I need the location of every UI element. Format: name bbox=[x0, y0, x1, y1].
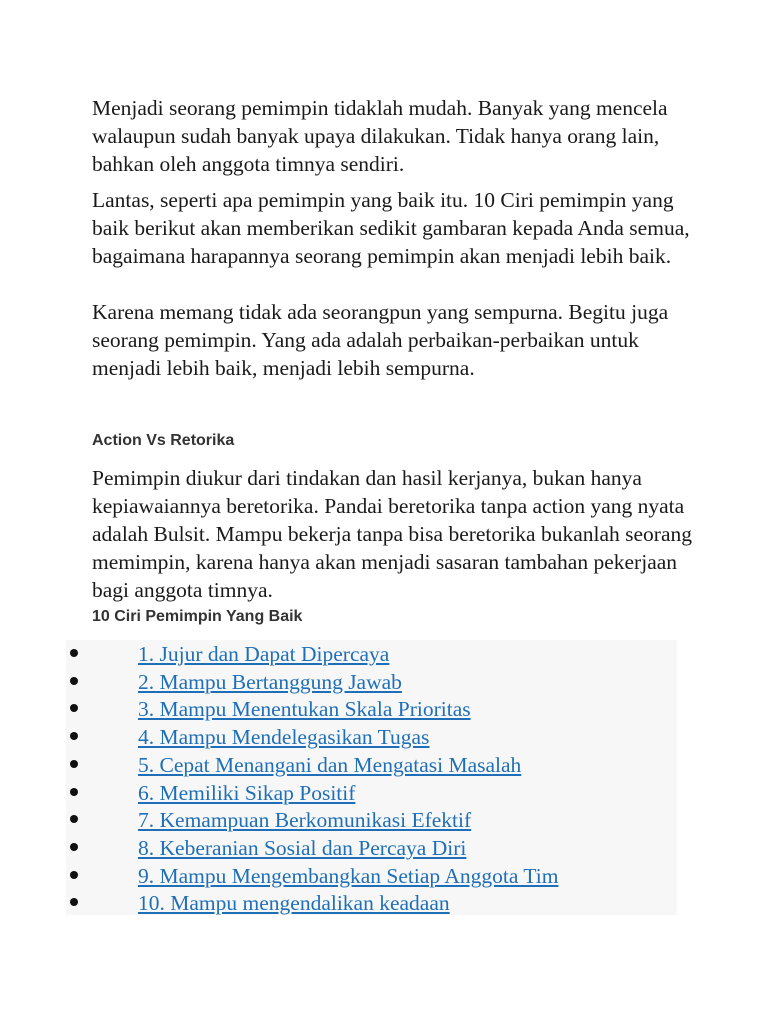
toc-link-5[interactable]: 5. Cepat Menangani dan Mengatasi Masalah bbox=[138, 752, 522, 777]
bullet-icon bbox=[70, 649, 78, 657]
toc-link-9[interactable]: 9. Mampu Mengembangkan Setiap Anggota Tim bbox=[138, 863, 559, 888]
third-paragraph: Karena memang tidak ada seorangpun yang sempurna. Begitu juga seorang pemimpin. Yang ada adalah perbaikan-perbaikan untuk menjadi lebih baik, menjadi lebih sempurna. bbox=[92, 300, 669, 380]
toc-item-6 bbox=[66, 779, 677, 807]
toc-link-1[interactable]: 1. Jujur dan Dapat Dipercaya bbox=[138, 642, 390, 666]
toc-item-10 bbox=[66, 889, 677, 917]
bullet-icon bbox=[70, 677, 78, 685]
toc-link-4[interactable]: 4. Mampu Mendelegasikan Tugas bbox=[138, 725, 430, 750]
toc-list bbox=[66, 640, 677, 915]
toc-item-2 bbox=[66, 668, 677, 696]
second-paragraph: Lantas, seperti apa pemimpin yang baik itu. 10 Ciri pemimpin yang baik berikut akan memberikan sedikit gambaran kepada Anda semua, bagaimana harapannya seorang pemimpin akan menjadi lebih baik. bbox=[92, 188, 690, 268]
toc-link-3[interactable]: 3. Mampu Menentukan Skala Prioritas bbox=[138, 697, 471, 722]
bullet-icon bbox=[70, 760, 78, 768]
section-heading-action: Action Vs Retorika bbox=[92, 432, 235, 449]
bullet-icon bbox=[70, 732, 78, 740]
toc-link-10[interactable]: 10. Mampu mengendalikan keadaan bbox=[138, 891, 450, 916]
bullet-icon bbox=[70, 815, 78, 823]
toc-item-3 bbox=[66, 695, 677, 723]
toc-link-6[interactable]: 6. Memiliki Sikap Positif bbox=[138, 780, 356, 805]
toc-item-9 bbox=[66, 862, 677, 890]
bullet-icon bbox=[70, 788, 78, 796]
toc-link-8[interactable]: 8. Keberanian Sosial dan Percaya Diri bbox=[138, 835, 467, 860]
toc-item-4 bbox=[66, 723, 677, 751]
toc-item-5 bbox=[66, 751, 677, 779]
toc-link-2[interactable]: 2. Mampu Bertanggung Jawab bbox=[138, 669, 402, 694]
toc-item-1 bbox=[66, 640, 677, 668]
section-heading-list: 10 Ciri Pemimpin Yang Baik bbox=[92, 608, 303, 625]
bullet-icon bbox=[70, 843, 78, 851]
toc-item-7 bbox=[66, 806, 677, 834]
toc-link-7[interactable]: 7. Kemampuan Berkomunikasi Efektif bbox=[138, 808, 472, 833]
bullet-icon bbox=[70, 898, 78, 906]
bullet-icon bbox=[70, 871, 78, 879]
action-paragraph: Pemimpin diukur dari tindakan dan hasil kerjanya, bukan hanya kepiawaiannya beretorika. Pandai beretorika tanpa action yang nyata adalah Bulsit. Mampu bekerja tanpa bisa beretorika bukanlah seorang memimpin, karena hanya akan menjadi sasaran tambahan pekerjaan bagi anggota timnya. bbox=[92, 466, 693, 602]
bullet-icon bbox=[70, 704, 78, 712]
intro-paragraph: Menjadi seorang pemimpin tidaklah mudah. Banyak yang mencela walaupun sudah banyak upaya dilakukan. Tidak hanya orang lain, bahkan oleh anggota timnya sendiri. bbox=[92, 96, 668, 176]
toc-item-8 bbox=[66, 834, 677, 862]
